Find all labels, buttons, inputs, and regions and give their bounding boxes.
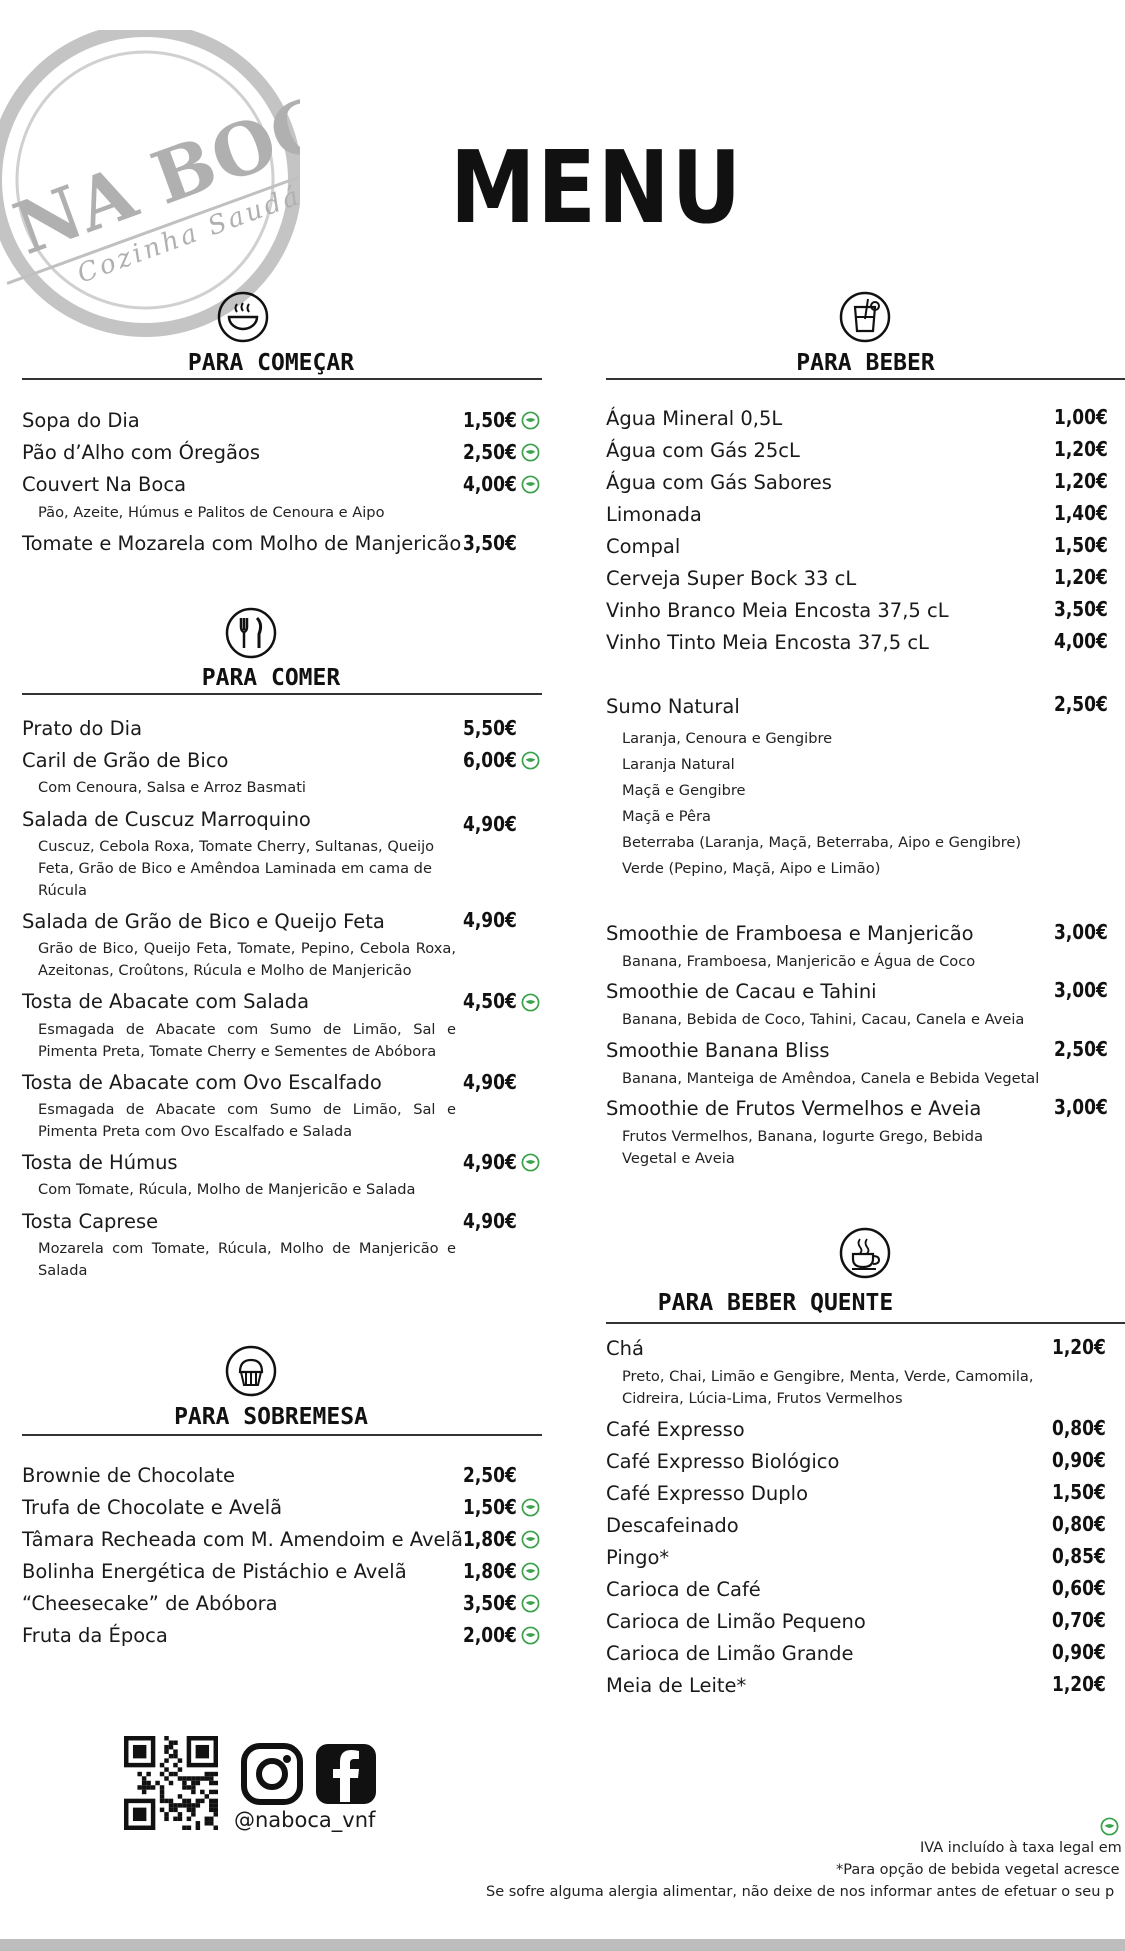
menu-item-description: Grão de Bico, Queijo Feta, Tomate, Pepino, Cebola Roxa, Azeitonas, Croûtons, Rúcula e Molho de Manjericão (38, 940, 456, 979)
menu-item-name: Tosta de Húmus (22, 1151, 178, 1174)
menu-item-name: Pingo* (606, 1546, 670, 1569)
divider (22, 1434, 542, 1436)
menu-item-name: Café Expresso Duplo (606, 1482, 808, 1505)
divider (22, 693, 542, 695)
menu-item-description: Banana, Framboesa, Manjericão e Água de Coco (622, 953, 976, 970)
brand-tagline: Cozinha Saudável (73, 164, 300, 290)
menu-item-name: Smoothie de Cacau e Tahini (606, 980, 877, 1003)
soup-bowl-icon (216, 290, 270, 344)
menu-item-name: Trufa de Chocolate e Avelã (22, 1496, 283, 1519)
heading-para-beber: PARA BEBER (796, 350, 935, 376)
brand-name: NA BOCA (3, 59, 300, 272)
menu-item-price: 1,20€ (1052, 1672, 1106, 1696)
leaf-icon (521, 1562, 540, 1581)
menu-item-name: Meia de Leite* (606, 1674, 747, 1697)
menu-item-price: 3,50€ (463, 531, 517, 555)
menu-item-name: Salada de Grão de Bico e Queijo Feta (22, 910, 385, 933)
menu-item-description: Banana, Manteiga de Amêndoa, Canela e Bebida Vegetal (622, 1070, 1040, 1087)
menu-item-name: Tosta de Abacate com Salada (22, 990, 310, 1013)
menu-item-price: 1,50€ (463, 408, 517, 432)
menu-item-name: Fruta da Época (22, 1624, 168, 1647)
leaf-icon (521, 1498, 540, 1517)
menu-item-name: Água com Gás 25cL (606, 439, 800, 462)
hot-cup-icon (838, 1226, 892, 1280)
divider (22, 378, 542, 380)
menu-item-price: 4,50€ (463, 989, 517, 1013)
menu-item-price: 0,70€ (1052, 1608, 1106, 1632)
menu-item-description: Com Cenoura, Salsa e Arroz Basmati (38, 779, 306, 796)
menu-item-name: Sumo Natural (606, 695, 740, 718)
menu-item-name: Tomate e Mozarela com Molho de Manjericão (22, 532, 462, 555)
footer-allergy-note: Se sofre alguma alergia alimentar, não deixe de nos informar antes de efetuar o seu p (486, 1884, 1115, 1900)
footer-vegetal-note: *Para opção de bebida vegetal acresce (836, 1862, 1120, 1878)
menu-item-name: Tosta Caprese (22, 1210, 159, 1233)
menu-item-price: 2,50€ (1054, 1037, 1108, 1061)
leaf-icon (521, 1530, 540, 1549)
sumo-option: Laranja, Cenoura e Gengibre (622, 730, 833, 747)
sumo-option: Beterraba (Laranja, Maçã, Beterraba, Aipo e Gengibre) (622, 834, 1022, 851)
menu-item-price: 4,00€ (1054, 629, 1108, 653)
menu-item-name: Tâmara Recheada com M. Amendoim e Avelã (22, 1528, 463, 1551)
menu-item-price: 0,80€ (1052, 1416, 1106, 1440)
leaf-icon (521, 443, 540, 462)
facebook-icon[interactable] (314, 1742, 378, 1806)
menu-item-name: Smoothie de Framboesa e Manjericão (606, 922, 974, 945)
drink-glass-icon (838, 290, 892, 344)
menu-item-name: Cerveja Super Bock 33 cL (606, 567, 857, 590)
menu-item-price: 4,90€ (463, 1150, 517, 1174)
menu-item-name: Brownie de Chocolate (22, 1464, 235, 1487)
menu-item-price: 4,90€ (463, 908, 517, 932)
menu-item-price: 3,50€ (463, 1591, 517, 1615)
menu-item-price: 0,80€ (1052, 1512, 1106, 1536)
menu-item-description: Frutos Vermelhos, Banana, Iogurte Grego, Bebida Vegetal e Aveia (622, 1128, 984, 1167)
sumo-option: Maçã e Pêra (622, 808, 711, 825)
sumo-option: Laranja Natural (622, 756, 735, 773)
menu-item-name: Café Expresso (606, 1418, 745, 1441)
menu-item-price: 3,00€ (1054, 920, 1108, 944)
menu-item-name: Sopa do Dia (22, 409, 140, 432)
menu-item-name: Limonada (606, 503, 702, 526)
menu-item-name: Salada de Cuscuz Marroquino (22, 808, 311, 831)
menu-item-name: Smoothie Banana Bliss (606, 1039, 830, 1062)
menu-item-description: Esmagada de Abacate com Sumo de Limão, Sal e Pimenta Preta com Ovo Escalfado e Salada (38, 1101, 456, 1140)
menu-item-name: Compal (606, 535, 681, 558)
divider (606, 1322, 1125, 1324)
menu-item-price: 1,80€ (463, 1559, 517, 1583)
leaf-icon (521, 1153, 540, 1172)
menu-item-price: 1,50€ (463, 1495, 517, 1519)
menu-item-name: Café Expresso Biológico (606, 1450, 840, 1473)
menu-item-price: 1,50€ (1052, 1480, 1106, 1504)
menu-item-name: Tosta de Abacate com Ovo Escalfado (22, 1071, 382, 1094)
menu-item-name: “Cheesecake” de Abóbora (22, 1592, 278, 1615)
menu-item-description: Banana, Bebida de Coco, Tahini, Cacau, Canela e Aveia (622, 1011, 1025, 1028)
qr-code[interactable] (124, 1736, 218, 1830)
menu-item-price: 1,00€ (1054, 405, 1108, 429)
menu-item-name: Vinho Branco Meia Encosta 37,5 cL (606, 599, 949, 622)
cupcake-icon (224, 1344, 278, 1398)
heading-para-beber-quente: PARA BEBER QUENTE (657, 1290, 894, 1316)
menu-item-price: 0,90€ (1052, 1640, 1106, 1664)
menu-item-price: 5,50€ (463, 716, 517, 740)
divider (606, 378, 1125, 380)
menu-item-name: Carioca de Limão Grande (606, 1642, 854, 1665)
leaf-icon (521, 1626, 540, 1645)
menu-item-description: Com Tomate, Rúcula, Molho de Manjericão e Salada (38, 1181, 416, 1198)
menu-item-price: 3,50€ (1054, 597, 1108, 621)
leaf-icon (1100, 1817, 1119, 1836)
leaf-icon (521, 1594, 540, 1613)
heading-para-sobremesa: PARA SOBREMESA (174, 1404, 368, 1430)
menu-item-name: Caril de Grão de Bico (22, 749, 229, 772)
menu-item-name: Água Mineral 0,5L (606, 407, 783, 430)
menu-item-price: 1,50€ (1054, 533, 1108, 557)
leaf-icon (521, 411, 540, 430)
menu-item-name: Carioca de Limão Pequeno (606, 1610, 866, 1633)
menu-item-price: 4,90€ (463, 1070, 517, 1094)
menu-item-price: 0,60€ (1052, 1576, 1106, 1600)
menu-item-name: Água com Gás Sabores (606, 471, 832, 494)
bottom-bar (0, 1939, 1125, 1951)
menu-item-name: Couvert Na Boca (22, 473, 187, 496)
menu-item-price: 1,20€ (1054, 437, 1108, 461)
heading-para-comecar: PARA COMEÇAR (187, 350, 355, 376)
menu-item-price: 2,50€ (463, 440, 517, 464)
menu-item-description: Mozarela com Tomate, Rúcula, Molho de Manjericão e Salada (38, 1240, 456, 1279)
social-handle[interactable]: @naboca_vnf (234, 1808, 376, 1832)
menu-item-price: 1,20€ (1054, 565, 1108, 589)
menu-item-price: 2,50€ (1054, 692, 1108, 716)
menu-item-price: 1,80€ (463, 1527, 517, 1551)
menu-item-price: 6,00€ (463, 748, 517, 772)
footer-vat-note: IVA incluído à taxa legal em (920, 1840, 1122, 1856)
menu-item-name: Carioca de Café (606, 1578, 761, 1601)
menu-item-price: 4,90€ (463, 1209, 517, 1233)
menu-item-price: 2,50€ (463, 1463, 517, 1487)
menu-item-name: Pão d’Alho com Óregãos (22, 441, 260, 464)
menu-item-description: Preto, Chai, Limão e Gengibre, Menta, Verde, Camomila, Cidreira, Lúcia-Lima, Frutos Vermelhos (622, 1368, 1034, 1407)
menu-item-price: 3,00€ (1054, 1095, 1108, 1119)
menu-item-price: 4,90€ (463, 812, 517, 836)
menu-item-price: 0,90€ (1052, 1448, 1106, 1472)
leaf-icon (521, 751, 540, 770)
menu-item-price: 3,00€ (1054, 978, 1108, 1002)
sumo-option: Verde (Pepino, Maçã, Aipo e Limão) (622, 860, 881, 877)
menu-item-price: 1,20€ (1054, 469, 1108, 493)
menu-item-name: Descafeinado (606, 1514, 739, 1537)
heading-para-comer: PARA COMER (201, 665, 341, 691)
leaf-icon (521, 475, 540, 494)
sumo-option: Maçã e Gengibre (622, 782, 746, 799)
menu-item-name: Prato do Dia (22, 717, 143, 740)
menu-item-description: Esmagada de Abacate com Sumo de Limão, Sal e Pimenta Preta, Tomate Cherry e Sementes de Abóbora (38, 1021, 456, 1060)
menu-item-description: Cuscuz, Cebola Roxa, Tomate Cherry, Sultanas, Queijo Feta, Grão de Bico e Amêndoa Laminada em cama de Rúcula (38, 838, 435, 899)
menu-item-price: 2,00€ (463, 1623, 517, 1647)
leaf-icon (521, 993, 540, 1012)
menu-item-name: Smoothie de Frutos Vermelhos e Aveia (606, 1097, 982, 1120)
menu-item-description: Pão, Azeite, Húmus e Palitos de Cenoura e Aipo (38, 504, 385, 521)
menu-item-price: 1,40€ (1054, 501, 1108, 525)
menu-item-name: Bolinha Energética de Pistáchio e Avelã (22, 1560, 407, 1583)
menu-item-price: 1,20€ (1052, 1335, 1106, 1359)
menu-title: MENU (450, 129, 744, 246)
menu-item-price: 4,00€ (463, 472, 517, 496)
menu-item-price: 0,85€ (1052, 1544, 1106, 1568)
instagram-icon[interactable] (240, 1742, 304, 1806)
menu-item-name: Vinho Tinto Meia Encosta 37,5 cL (606, 631, 929, 654)
menu-item-name: Chá (606, 1337, 644, 1360)
fork-knife-icon (224, 606, 278, 660)
